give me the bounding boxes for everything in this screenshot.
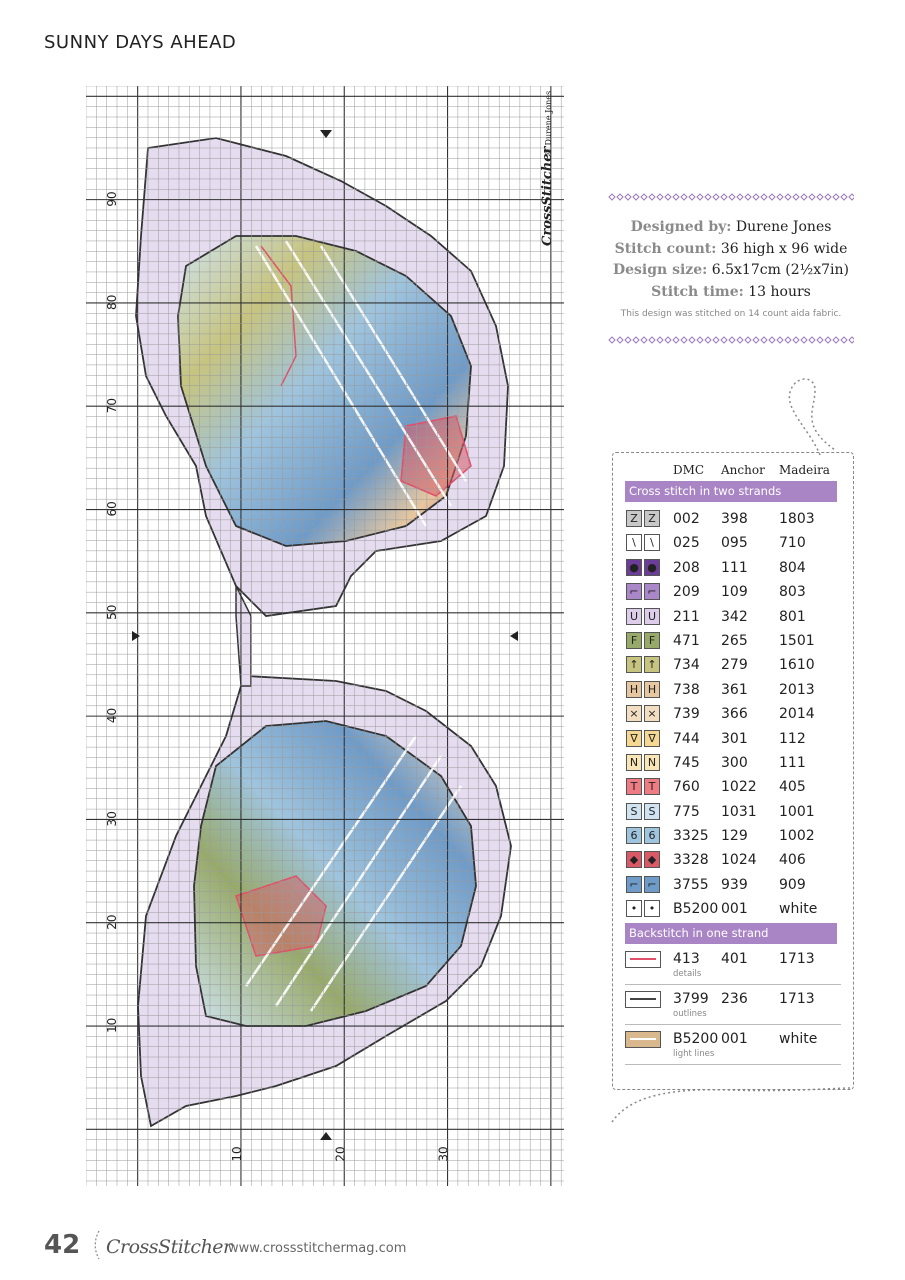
divider-dot	[761, 337, 767, 343]
symbol-cell: N	[626, 754, 642, 771]
header-madeira: Madeira	[779, 463, 830, 477]
divider-dot	[657, 194, 663, 200]
symbol-swatch	[626, 559, 662, 576]
chart-watermark-brand: CrossStitcher	[540, 146, 555, 246]
info-row-designer: Designed by: Durene Jones	[630, 219, 832, 235]
backstitch-rows	[613, 945, 853, 1065]
anchor-code: 001	[721, 901, 748, 918]
page-title: SUNNY DAYS AHEAD	[44, 32, 237, 53]
backstitch-row	[625, 1025, 841, 1065]
row-label: 30	[105, 811, 119, 827]
key-row	[613, 775, 853, 799]
madeira-code: 112	[779, 730, 806, 747]
dmc-code: 745	[673, 754, 700, 771]
thread-key	[612, 452, 854, 1090]
divider-dot	[769, 194, 775, 200]
dotted-divider-bottom	[608, 336, 854, 344]
anchor-code: 236	[721, 991, 748, 1007]
divider-dot	[761, 194, 767, 200]
center-arrow-icon	[132, 631, 140, 641]
key-header	[613, 463, 853, 481]
divider-dot	[681, 194, 687, 200]
anchor-code: 111	[721, 559, 748, 576]
col-label: 10	[230, 1146, 244, 1162]
symbol-cell: ×	[626, 705, 642, 722]
symbol-cell: ∇	[644, 730, 660, 747]
dmc-code: 744	[673, 730, 700, 747]
divider-dot	[849, 194, 854, 200]
anchor-code: 1024	[721, 852, 757, 869]
center-arrow-icon	[320, 130, 332, 138]
divider-dot	[641, 194, 647, 200]
dmc-code: 413	[673, 951, 700, 967]
page-number: 42	[44, 1230, 81, 1260]
divider-dot	[689, 337, 695, 343]
dmc-code: 734	[673, 657, 700, 674]
madeira-code: 1001	[779, 803, 815, 820]
key-row	[613, 897, 853, 921]
symbol-cell: ∇	[626, 730, 642, 747]
divider-dot	[841, 337, 847, 343]
key-row	[613, 507, 853, 531]
symbol-swatch	[626, 803, 662, 820]
symbol-cell: ●	[626, 559, 642, 576]
dmc-code: 208	[673, 559, 700, 576]
symbol-swatch	[626, 730, 662, 747]
symbol-swatch	[626, 754, 662, 771]
anchor-code: 265	[721, 632, 748, 649]
dmc-code: 3328	[673, 852, 709, 869]
madeira-code: white	[779, 1031, 818, 1047]
madeira-code: 405	[779, 779, 806, 796]
divider-dot	[753, 337, 759, 343]
symbol-cell: T	[626, 778, 642, 795]
divider-dot	[721, 194, 727, 200]
dmc-code: 760	[673, 779, 700, 796]
madeira-code: 111	[779, 754, 806, 771]
symbol-cell: S	[644, 803, 660, 820]
cross-stitch-title: Cross stitch in two strands	[625, 481, 837, 502]
symbol-cell: •	[626, 900, 642, 917]
key-row	[613, 556, 853, 580]
symbol-cell: ⌐	[626, 583, 642, 600]
divider-dot	[817, 337, 823, 343]
divider-dot	[817, 194, 823, 200]
col-label: 30	[436, 1146, 451, 1162]
divider-dot	[665, 194, 671, 200]
anchor-code: 129	[721, 828, 748, 845]
key-row	[613, 751, 853, 775]
info-row-time: Stitch time: 13 hours	[651, 283, 811, 300]
backstitch-swatch	[625, 1031, 661, 1048]
madeira-code: 1803	[779, 511, 815, 527]
row-label: 90	[105, 191, 119, 207]
info-row-size: Design size: 6.5x17cm (2½x7in)	[612, 262, 850, 278]
divider-dot	[609, 194, 615, 200]
dmc-code: 025	[673, 535, 700, 552]
symbol-cell: ◆	[626, 851, 642, 868]
symbol-swatch	[626, 583, 662, 600]
divider-dot	[673, 337, 679, 343]
divider-dot	[793, 337, 799, 343]
symbol-swatch	[626, 851, 662, 868]
divider-dot	[729, 194, 735, 200]
fabric-note: This design was stitched on 14 count aida fabric.	[620, 309, 842, 319]
divider-dot	[689, 194, 695, 200]
divider-dot	[801, 337, 807, 343]
key-row	[613, 605, 853, 629]
anchor-code: 1031	[721, 803, 757, 820]
row-label: 60	[105, 501, 119, 517]
divider-dot	[625, 194, 631, 200]
symbol-cell: ×	[644, 705, 660, 722]
madeira-code: 803	[779, 584, 806, 601]
symbol-swatch	[626, 656, 662, 673]
anchor-code: 301	[721, 730, 748, 747]
dmc-code: B5200	[673, 1031, 719, 1047]
divider-dot	[809, 194, 815, 200]
divider-dot	[777, 337, 783, 343]
backstitch-swatch	[625, 951, 661, 968]
dmc-code: 209	[673, 584, 700, 601]
symbol-swatch	[626, 510, 662, 527]
divider-dot	[713, 194, 719, 200]
symbol-swatch	[626, 778, 662, 795]
symbol-cell: Z	[626, 510, 642, 527]
madeira-code: 804	[779, 559, 806, 576]
row-label: 10	[105, 1017, 119, 1034]
divider-dot	[633, 337, 639, 343]
madeira-code: 2014	[779, 706, 815, 723]
madeira-code: white	[779, 901, 818, 918]
dmc-code: B5200	[673, 901, 719, 918]
madeira-code: 1610	[779, 657, 815, 674]
divider-dot	[785, 194, 791, 200]
backstitch-row	[625, 945, 841, 985]
symbol-cell: Z	[644, 510, 660, 527]
symbol-cell: \	[644, 534, 660, 551]
symbol-swatch	[626, 900, 662, 917]
madeira-code: 710	[779, 535, 806, 552]
divider-dot	[745, 194, 751, 200]
row-label: 80	[105, 294, 119, 310]
divider-dot	[745, 337, 751, 343]
divider-dot	[729, 337, 735, 343]
row-label: 50	[105, 604, 119, 620]
divider-dot	[793, 194, 799, 200]
chart-watermark-credit: © Durene Jones	[544, 90, 553, 156]
center-arrow-icon	[510, 631, 518, 641]
key-row	[613, 848, 853, 872]
key-row	[613, 531, 853, 555]
anchor-code: 300	[721, 754, 748, 771]
madeira-code: 406	[779, 852, 806, 869]
divider-dot	[737, 337, 743, 343]
symbol-cell: ↑	[626, 656, 642, 673]
anchor-code: 939	[721, 876, 748, 893]
cross-stitch-rows	[613, 507, 853, 922]
anchor-code: 095	[721, 535, 748, 552]
key-row	[613, 678, 853, 702]
madeira-code: 1713	[779, 991, 815, 1007]
symbol-cell: F	[626, 632, 642, 649]
thread-loop-decoration	[610, 370, 850, 460]
center-arrow-icon	[320, 1132, 332, 1140]
divider-dot	[649, 337, 655, 343]
divider-dot	[753, 194, 759, 200]
dmc-code: 3799	[673, 991, 709, 1007]
divider-dot	[833, 337, 839, 343]
divider-dot	[673, 194, 679, 200]
symbol-cell: ↑	[644, 656, 660, 673]
divider-dot	[649, 194, 655, 200]
row-label: 70	[105, 397, 119, 414]
key-row	[613, 727, 853, 751]
symbol-cell: 6	[644, 827, 660, 844]
dmc-code: 738	[673, 681, 700, 698]
divider-dot	[625, 337, 631, 343]
dmc-code: 739	[673, 706, 700, 723]
symbol-cell: F	[644, 632, 660, 649]
divider-dot	[825, 337, 831, 343]
key-row	[613, 824, 853, 848]
symbol-swatch	[626, 534, 662, 551]
backstitch-note: details	[673, 969, 702, 979]
key-row	[613, 653, 853, 677]
divider-dot	[833, 194, 839, 200]
divider-dot	[665, 337, 671, 343]
symbol-cell: H	[626, 681, 642, 698]
divider-dot	[705, 337, 711, 343]
header-dmc: DMC	[673, 463, 705, 477]
madeira-code: 1002	[779, 828, 815, 845]
divider-dot	[737, 194, 743, 200]
backstitch-swatch	[625, 991, 661, 1008]
symbol-cell: ⌐	[626, 876, 642, 893]
divider-dot	[809, 337, 815, 343]
cross-stitch-chart	[86, 86, 564, 1186]
symbol-swatch	[626, 608, 662, 625]
header-anchor: Anchor	[721, 463, 765, 477]
divider-dot	[825, 194, 831, 200]
symbol-cell: ●	[644, 559, 660, 576]
anchor-code: 279	[721, 657, 748, 674]
symbol-cell: \	[626, 534, 642, 551]
anchor-code: 109	[721, 584, 748, 601]
dmc-code: 211	[673, 608, 700, 625]
backstitch-note: light lines	[673, 1049, 715, 1059]
symbol-cell: ⌐	[644, 876, 660, 893]
divider-dot	[609, 337, 615, 343]
symbol-cell: U	[644, 608, 660, 625]
divider-dot	[617, 337, 623, 343]
design-info	[608, 186, 854, 326]
footer-brand: CrossStitcher	[106, 1236, 232, 1258]
anchor-code: 342	[721, 608, 748, 625]
backstitch-note: outlines	[673, 1009, 707, 1019]
dmc-code: 002	[673, 511, 700, 527]
symbol-cell: U	[626, 608, 642, 625]
symbol-cell: T	[644, 778, 660, 795]
row-label: 20	[105, 914, 119, 930]
madeira-code: 801	[779, 608, 806, 625]
divider-dot	[777, 194, 783, 200]
dotted-divider-top	[608, 193, 854, 201]
divider-dot	[849, 337, 854, 343]
bridge	[236, 586, 251, 686]
madeira-code: 1713	[779, 951, 815, 967]
symbol-cell: S	[626, 803, 642, 820]
backstitch-row	[625, 985, 841, 1025]
dmc-code: 3755	[673, 876, 709, 893]
symbol-cell: ⌐	[644, 583, 660, 600]
symbol-swatch	[626, 705, 662, 722]
divider-dot	[785, 337, 791, 343]
symbol-swatch	[626, 876, 662, 893]
key-row	[613, 873, 853, 897]
divider-dot	[633, 194, 639, 200]
row-label: 40	[105, 707, 119, 724]
footer-url[interactable]: www.crossstitchermag.com	[228, 1241, 407, 1256]
anchor-code: 398	[721, 511, 748, 527]
key-row	[613, 702, 853, 726]
page-footer	[44, 1230, 744, 1260]
info-row-count: Stitch count: 36 high x 96 wide	[614, 240, 848, 257]
divider-dot	[801, 194, 807, 200]
divider-dot	[721, 337, 727, 343]
anchor-code: 366	[721, 706, 748, 723]
symbol-cell: 6	[626, 827, 642, 844]
col-labels	[230, 1146, 451, 1161]
symbol-swatch	[626, 827, 662, 844]
footer-separator	[92, 1230, 102, 1260]
divider-dot	[713, 337, 719, 343]
divider-dot	[617, 194, 623, 200]
anchor-code: 1022	[721, 779, 757, 796]
backstitch-title: Backstitch in one strand	[625, 923, 837, 944]
anchor-code: 361	[721, 681, 748, 698]
madeira-code: 2013	[779, 681, 815, 698]
dmc-code: 471	[673, 632, 700, 649]
anchor-code: 401	[721, 951, 748, 967]
divider-dot	[697, 337, 703, 343]
madeira-code: 1501	[779, 632, 815, 649]
divider-dot	[841, 194, 847, 200]
madeira-code: 909	[779, 876, 806, 893]
dmc-code: 775	[673, 803, 700, 820]
dmc-code: 3325	[673, 828, 709, 845]
divider-dot	[769, 337, 775, 343]
divider-dot	[697, 194, 703, 200]
divider-dot	[705, 194, 711, 200]
symbol-cell: H	[644, 681, 660, 698]
chart-svg	[86, 86, 564, 1186]
thread-tail-decoration	[610, 1086, 855, 1126]
key-row	[613, 629, 853, 653]
anchor-code: 001	[721, 1031, 748, 1047]
symbol-cell: ◆	[644, 851, 660, 868]
symbol-cell: N	[644, 754, 660, 771]
divider-dot	[681, 337, 687, 343]
col-label: 20	[333, 1146, 348, 1162]
key-row	[613, 800, 853, 824]
divider-dot	[641, 337, 647, 343]
key-row	[613, 580, 853, 604]
symbol-swatch	[626, 681, 662, 698]
symbol-swatch	[626, 632, 662, 649]
symbol-cell: •	[644, 900, 660, 917]
divider-dot	[657, 337, 663, 343]
